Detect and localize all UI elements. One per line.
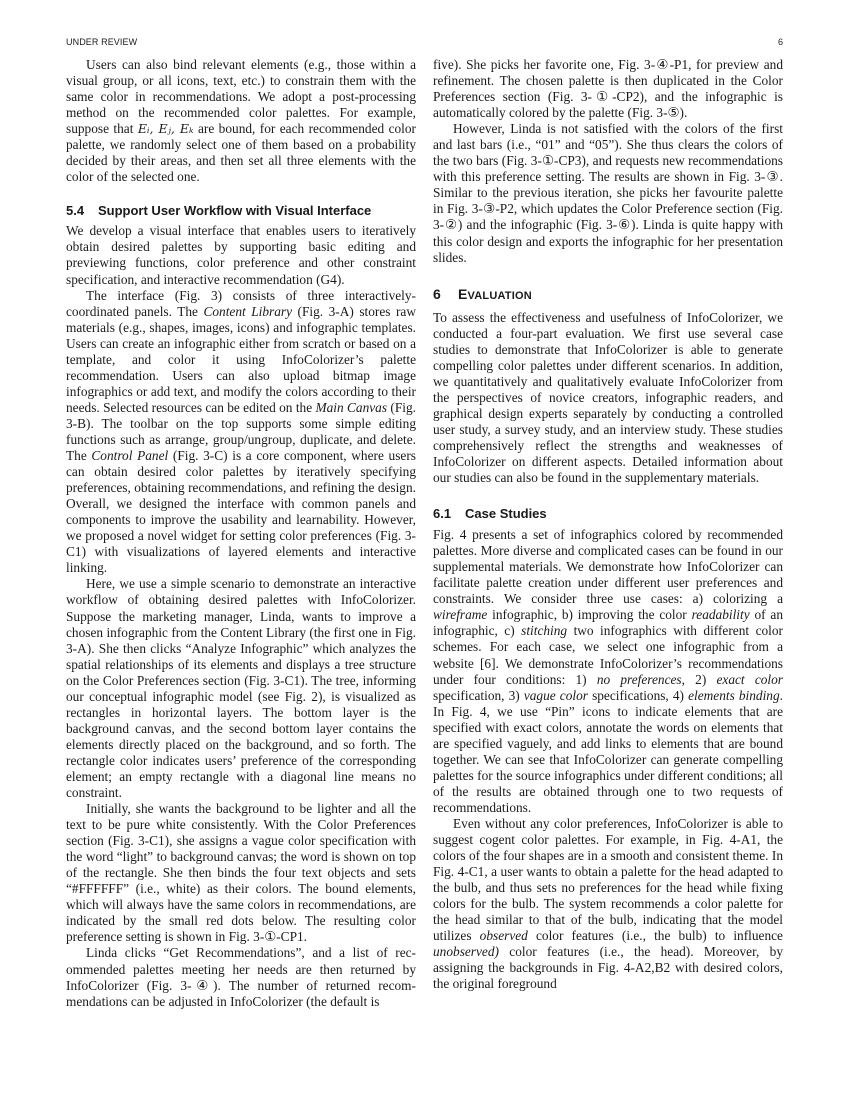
term-stitching: stitching <box>521 623 568 639</box>
text-run: Even without any color preferences, InfoColorizer is able to suggest cogent color palettes. For example, in Fig. 4-A1, the colors of the four shapes are in a smooth and consistent theme. In Fig. 4-C1, a user wants to obtain a palette for the head adapted to the bulb, and thus sets no preferences for the head while fixing colors for the bulb. The system recommends a color palette for the head similar to that of the bulb, indicating that the model utilizes <box>433 815 783 944</box>
right-column <box>433 57 783 992</box>
running-head: UNDER REVIEW <box>66 37 138 47</box>
term-vague-color: vague color <box>523 687 588 703</box>
term-elements-binding: elements binding <box>688 687 780 703</box>
paragraph-develop: We develop a visual interface that enables users to iteratively obtain desired palettes by supporting basic editing and previewing functions, color preference and other constraint specification, and interactive recommendation (G4). <box>66 223 416 287</box>
text-run: (Fig. 3-A) stores raw materials (e.g., shapes, images, icons) and infographic templates. Users can create an infographic either from scratch or based on a template, and color it using InfoColorizer’s palette recommendation. Users can also upload bitmap image infographics or add text, and modify the colors according to their needs. Selected resources can be edited on the <box>66 303 416 415</box>
section-number: 6 <box>433 285 441 302</box>
section-5-4-heading <box>66 203 416 219</box>
section-title-rest: VALUATION <box>467 289 532 302</box>
term-no-preferences: no preferences <box>596 671 682 687</box>
paragraph-assess: To assess the effectiveness and usefulness of InfoColorizer, we conducted a four-part evaluation. We first use several case studies to demonstrate that InfoColorizer is able to generate compelling color palettes under different scenarios. In addition, we quantitatively and qualitatively evaluate InfoColorizer from the perspectives of novice creators, infographic readers, and graphical design experts separately by conducting a controlled user study, a survey study, and an interview study. These studies comprehensively reflect the strengths and weaknesses of InfoColorizer on different aspects. Detailed information about our studies can also be found in the supplementary materials. <box>433 309 783 486</box>
text-run: (Fig. 3-C) is a core component, where users can obtain desired color palettes by iteratively specifying preferences, obtaining recommendations, and refining the design. Overall, we designed the interface with common panels and components to improve the usability and learnability. However, we proposed a novel widget for setting color preferences (Fig. 3-C1) with visualizations of layered elements and interactive linking. <box>66 448 416 576</box>
term-readability: readability <box>691 607 750 623</box>
text-run: infographic, b) improving the color <box>487 607 692 623</box>
paragraph-initially: Initially, she wants the background to be lighter and all the text to be pure white consistently. With the Color Preferences section (Fig. 3-C1), she assigns a vague color specification with the word “light” to background canvas; the word is shown on top of the rectangle. She then binds the four text objects and sets “#FFFFFF” (i.e., white) as their colors. The bound elements, which will always have the same colors in recommendations, are indicated by the small red dots below. The resulting color preference setting is shown in Fig. 3-①-CP1. <box>66 801 416 945</box>
text-run: (Fig. 3-B). The toolbar on the top supports some simple editing functions such as arrange, group/ungroup, duplicate, and delete. The <box>66 399 416 464</box>
paragraph-five: five). She picks her favorite one, Fig. 3-④-P1, for preview and refinement. The chosen palette is then duplicated in the Color Preferences section (Fig. 3-①-CP2), and the infographic is automatically colored by the palette (Fig. 3-⑤). <box>433 57 783 121</box>
text-run: two infographics with different color schemes. For each case, we select one infographic from a website [6]. We demonstrate InfoColorizer’s recommendations under four conditions: 1) <box>433 623 783 687</box>
text-run: color features (i.e., the head). Moreover, by assigning the backgrounds in Fig. 4-A2,B2 with desired colors, the original foreground <box>433 944 783 992</box>
paragraph-binding <box>66 57 416 185</box>
term-wireframe: wireframe <box>433 607 488 623</box>
section-title-initial: E <box>458 285 468 302</box>
term-observed: observed <box>479 928 528 944</box>
paragraph-even <box>433 816 783 993</box>
paragraph-interface <box>66 288 416 577</box>
page-number: 6 <box>778 37 784 47</box>
term-exact-color: exact color <box>716 671 783 687</box>
text-run: . In Fig. 4, we use “Pin” icons to indicate elements that are specified with exact colors, annotate the words on elements that are specified vaguely, and add links to elements that are bound together. We can see that InfoColorizer can generate compelling palettes for the source infographics under different conditions; all of the results are obtained through one to two requests of recommendations. <box>433 687 783 815</box>
text-run: specifications, 4) <box>587 687 689 703</box>
term-content-library: Content Library <box>203 303 293 319</box>
text-run: are bound, for each recommended color palette, we randomly select one of them based on a probability decided by their areas, and then set all three elements with the color of the selected one. <box>66 121 416 185</box>
paragraph-however: However, Linda is not satisfied with the colors of the first and last bars (i.e., “01” and “05”). She thus clears the colors of the two bars (Fig. 3-①-CP3), and requests new recommendations with this preference setting. The results are shown in Fig. 3-③. Similar to the previous iteration, she picks her favourite palette in Fig. 3-③-P2, which updates the Color Preference section (Fig. 3-②) and the infographic (Fig. 3-⑥). Linda is quite happy with this color design and exports the infographic for her presentation slides. <box>433 121 783 265</box>
term-control-panel: Control Panel <box>91 448 169 464</box>
text-run: color features (i.e., the bulb) to influence <box>527 928 783 944</box>
term-main-canvas: Main Canvas <box>315 399 388 415</box>
left-column <box>66 57 416 1010</box>
section-title: Support User Workflow with Visual Interface <box>98 203 372 219</box>
section-number: 6.1 <box>433 506 452 522</box>
term-unobserved: unobserved) <box>433 944 499 960</box>
paragraph-linda: Linda clicks “Get Recommendations”, and a list of recommended palettes meeting her needs are then returned by InfoColorizer (Fig. 3-④). The number of returned recommendations can be adjusted in InfoColorizer (the default is <box>66 945 416 1009</box>
text-run: Fig. 4 presents a set of infographics colored by recommended palettes. More diverse and complicated cases can be found in our supplemental materials. We demonstrate how InfoColorizer can facilitate palette creation under different user preferences and constraints. We consider three use cases: a) colorizing a <box>433 527 783 607</box>
text-run: , 2) <box>681 671 717 687</box>
text-run: The interface (Fig. 3) consists of three interactively-coordinated panels. The <box>66 287 416 319</box>
section-title: Case Studies <box>465 506 547 522</box>
section-number: 5.4 <box>66 203 85 219</box>
section-6-1-heading <box>433 506 783 522</box>
text-run: specification, 3) <box>433 687 524 703</box>
section-6-heading <box>433 286 783 304</box>
paragraph-fig4 <box>433 527 783 816</box>
paragraph-scenario: Here, we use a simple scenario to demonstrate an interactive workflow of obtaining desired palettes with InfoColorizer. Suppose the marketing manager, Linda, wants to improve a chosen infographic from the Content Library (the first one in Fig. 3-A). She then clicks “Analyze Infographic” which analyzes the spatial relationships of its elements and displays a tree structure on the Color Preferences section (Fig. 3-C1). The tree, informing our conceptual infographic model (see Fig. 2), is visualized as rectangles in horizontal layers. The bottom layer is the background canvas, and the second bottom layer contains the elements directly placed on the background, and so forth. The rectangle color indicates users’ preference of the corresponding element; an empty rectangle with a diagonal line means no constraint. <box>66 576 416 801</box>
text-run: Users can also bind relevant elements (e.g., those within a visual group, or all icons, text, etc.) to constrain them with the same color in recommendations. We adopt a post-processing method on the recommended color palettes. For example, suppose that <box>66 57 416 137</box>
text-run: of an infographic, c) <box>433 607 783 639</box>
math-elements: Eᵢ, Eⱼ, Eₖ <box>137 121 194 137</box>
